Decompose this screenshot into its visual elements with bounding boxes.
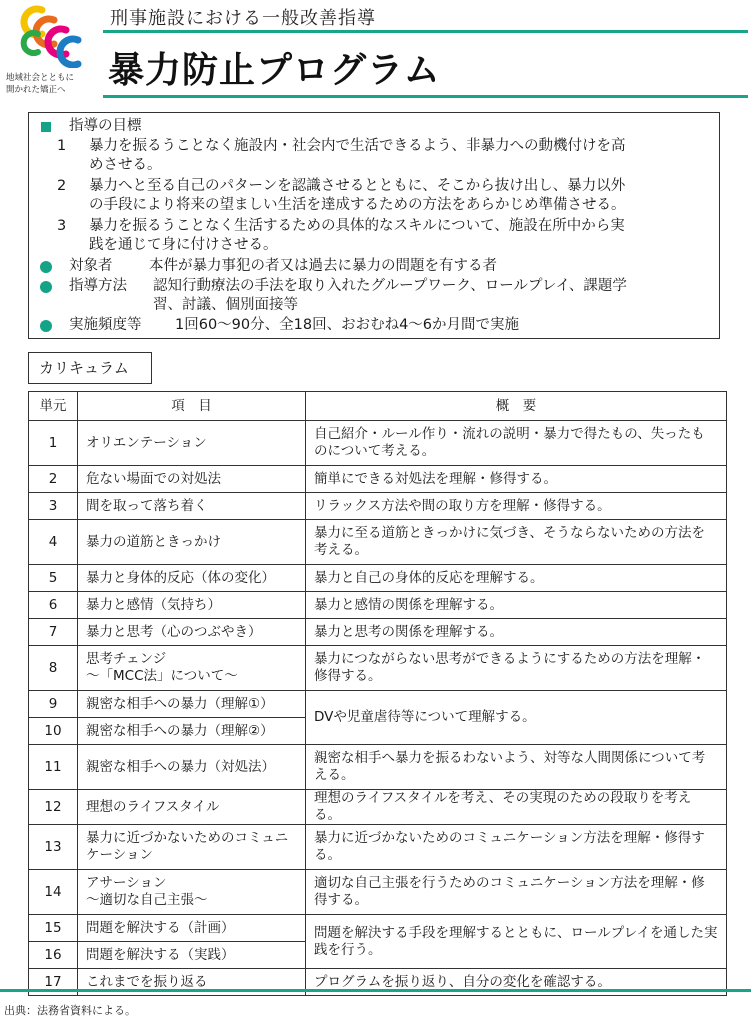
unit-item: 親密な相手への暴力（理解①） [78,691,306,718]
goal-text: 暴力を振るうことなく生活するための具体的なスキルについて、施設在所中から実 [89,218,625,234]
table-row [29,825,727,870]
table-row [29,565,727,592]
logo-caption [6,72,106,96]
unit-number: 4 [29,520,78,565]
unit-summary: リラックス方法や間の取り方を理解・修得する。 [306,493,727,520]
goal-heading: 指導の目標 [69,118,142,134]
unit-number: 11 [29,745,78,790]
unit-number: 10 [29,718,78,745]
table-row [29,745,727,790]
unit-item: これまでを振り返る [78,969,306,996]
footer-divider [0,989,751,992]
table-row [29,619,727,646]
table-row [29,691,727,718]
unit-summary: 暴力に近づかないためのコミュニケーション方法を理解・修得する。 [306,825,727,870]
table-row [29,520,727,565]
source-note: 出典：法務省資料による。 [4,1004,136,1017]
unit-summary: 暴力と思考の関係を理解する。 [306,619,727,646]
table-row [29,592,727,619]
page-subtitle: 刑事施設における一般改善指導 [110,8,376,29]
frequency-label: 実施頻度等 [69,317,142,333]
table-row [29,915,727,942]
goal-text: の手段により将来の望ましい生活を達成するための方法をあらかじめ準備させる。 [89,197,626,213]
logo-caption-line: 地域社会とともに [6,73,75,83]
goal-number: 1 [57,138,67,154]
page-title: 暴力防止プログラム [108,50,441,91]
unit-item: 思考チェンジ ～「MCC法」について～ [78,646,306,691]
unit-number: 15 [29,915,78,942]
unit-summary: 適切な自己主張を行うためのコミュニケーション方法を理解・修得する。 [306,870,727,915]
target-text: 本件が暴力事犯の者又は過去に暴力の問題を有する者 [149,258,497,274]
goal-number: 2 [57,178,67,194]
goal-text: めさせる。 [89,157,162,173]
goal-text: 践を通じて身に付けさせる。 [89,237,278,253]
unit-number: 14 [29,870,78,915]
square-bullet-icon [41,122,51,132]
unit-item: 暴力に近づかないためのコミュニケーション [78,825,306,870]
circle-bullet-icon [40,281,52,293]
unit-number: 8 [29,646,78,691]
method-text: 習、討議、個別面接等 [153,297,298,313]
unit-number: 9 [29,691,78,718]
logo-icon [12,4,92,68]
goal-text: 暴力を振るうことなく施設内・社会内で生活できるよう、非暴力への動機付けを高 [89,138,626,154]
unit-item: 問題を解決する（実践） [78,942,306,969]
table-row [29,421,727,466]
frequency-text: 1回60～90分、全18回、おおむね4～6か月間で実施 [175,317,520,333]
unit-number: 12 [29,790,78,825]
table-row [29,493,727,520]
header-divider [103,30,748,33]
unit-number: 16 [29,942,78,969]
table-header-row [29,392,727,421]
table-row [29,870,727,915]
unit-number: 1 [29,421,78,466]
unit-item: 暴力と身体的反応（体の変化） [78,565,306,592]
unit-summary: 自己紹介・ルール作り・流れの説明・暴力で得たもの、失ったものについて考える。 [306,421,727,466]
unit-summary: 暴力に至る道筋ときっかけに気づき、そうならないための方法を考える。 [306,520,727,565]
target-label: 対象者 [69,258,113,274]
unit-item: 問題を解決する（計画） [78,915,306,942]
method-label: 指導方法 [69,278,127,294]
unit-number: 2 [29,466,78,493]
goal-text: 暴力へと至る自己のパターンを認識させるとともに、そこから抜け出し、暴力以外 [89,178,626,194]
unit-item: アサーション ～適切な自己主張～ [78,870,306,915]
table-row [29,466,727,493]
circle-bullet-icon [40,320,52,332]
column-header-item: 項 目 [78,392,306,421]
curriculum-table [28,391,727,996]
unit-summary: 暴力につながらない思考ができるようにするための方法を理解・修得する。 [306,646,727,691]
unit-item: 危ない場面での対処法 [78,466,306,493]
unit-number: 7 [29,619,78,646]
unit-item: 暴力と思考（心のつぶやき） [78,619,306,646]
unit-summary: 暴力と感情の関係を理解する。 [306,592,727,619]
unit-summary: 理想のライフスタイルを考え、その実現のための段取りを考える。 [306,790,727,825]
unit-item: 理想のライフスタイル [78,790,306,825]
column-header-unit: 単元 [29,392,78,421]
column-header-summary: 概 要 [306,392,727,421]
unit-item: 親密な相手への暴力（理解②） [78,718,306,745]
unit-item: 親密な相手への暴力（対処法） [78,745,306,790]
table-row [29,790,727,825]
unit-item: 暴力と感情（気持ち） [78,592,306,619]
unit-summary: 問題を解決する手段を理解するとともに、ロールプレイを通した実践を行う。 [306,915,727,969]
header-divider [103,95,748,98]
unit-item: 暴力の道筋ときっかけ [78,520,306,565]
method-text: 認知行動療法の手法を取り入れたグループワーク、ロールプレイ、課題学 [153,278,627,294]
unit-item: オリエンテーション [78,421,306,466]
unit-summary: プログラムを振り返り、自分の変化を確認する。 [306,969,727,996]
unit-summary: 親密な相手へ暴力を振るわないよう、対等な人間関係について考える。 [306,745,727,790]
unit-number: 13 [29,825,78,870]
circle-bullet-icon [40,261,52,273]
unit-summary: 暴力と自己の身体的反応を理解する。 [306,565,727,592]
unit-summary: DVや児童虐待等について理解する。 [306,691,727,745]
table-row [29,646,727,691]
unit-number: 5 [29,565,78,592]
overview-box [28,112,720,339]
goal-number: 3 [57,218,67,234]
unit-number: 3 [29,493,78,520]
logo-caption-line: 開かれた矯正へ [6,85,66,95]
curriculum-label: カリキュラム [28,352,152,384]
unit-number: 6 [29,592,78,619]
unit-summary: 簡単にできる対処法を理解・修得する。 [306,466,727,493]
unit-number: 17 [29,969,78,996]
unit-item: 間を取って落ち着く [78,493,306,520]
